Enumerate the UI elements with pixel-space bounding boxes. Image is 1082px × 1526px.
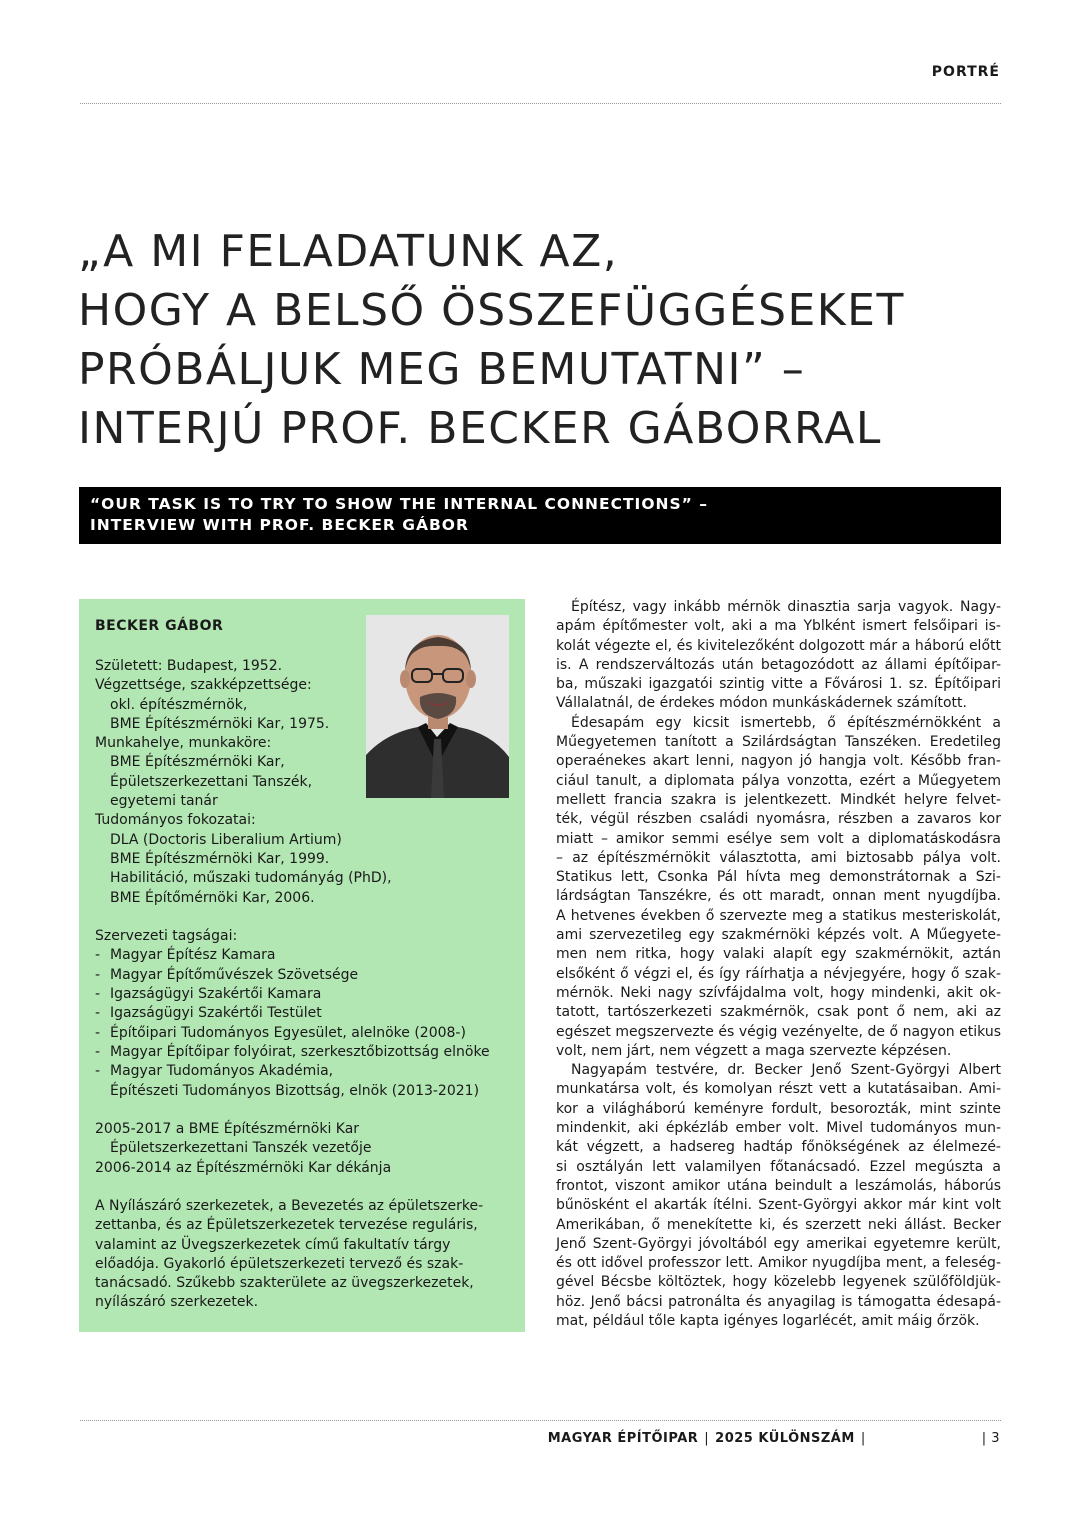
article-line: höz. Jenő bácsi patronálta és anyagilag is támogatta édesapá- [556,1293,1001,1310]
bio-line: BME Építészmérnöki Kar, 1999. [110,850,330,867]
bio-line: egyetemi tanár [110,793,218,810]
bio-line: BME Építészmérnöki Kar, [110,754,285,771]
bio-para-line: zettanba, és az Épületszerkezetek tervezése reguláris, [95,1217,478,1234]
bottom-divider [80,1420,1001,1421]
english-subtitle-bar [79,487,1001,544]
article-line: ték, végül részben családi nyomásra, részben a zavaros kor [556,811,1001,828]
bio-para-line: tanácsadó. Szűkebb szakterülete az üvegszerkezetek, [95,1275,474,1292]
bio-line: BME Építészmérnöki Kar, 1975. [110,715,330,732]
bio-line: Tudományos fokozatai: [95,812,256,829]
bio-details [95,657,520,1178]
bio-line: Habilitáció, műszaki tudományág (PhD), [110,870,392,887]
subtitle-line: “OUR TASK IS TO TRY TO SHOW THE INTERNAL CONNECTIONS” – [90,495,708,513]
article-line: bűnösként el akarták ítélni. Szent-Györgyi akkor már kint volt [556,1197,1001,1214]
article-line: kát végzett, a hadsereg hadtáp főnökségének az élelmezé- [556,1139,1001,1156]
article-line: lárdságtan Tanszékre, és ott maradt, onnan ment nyugdíjba. [556,888,1001,905]
article-line: Vállalatnál, de érdekes módon munkáskádernek számított. [556,695,967,712]
membership-item: - Magyar Építész Kamara [95,946,520,965]
article-line: munkatársa volt, és komolyan részt vett a kutatásaiban. Ami- [556,1081,1001,1098]
article-line: ba, műszaki igazgatói szintig vitte a Fővárosi 1. sz. Építőipari [556,676,1001,693]
bio-spacer [95,908,520,927]
article-line: miatt – amikor semmi esélye sem volt a diplomatáskodásra [556,830,1001,847]
bio-line: Munkahelye, munkaköre: [95,735,272,752]
bio-para-line: A Nyílászáró szerkezetek, a Bevezetés az épületszerke- [95,1198,484,1214]
subtitle-line: INTERVIEW WITH PROF. BECKER GÁBOR [90,516,469,534]
article-line: ciául tanult, a diplomata pálya vonzotta, ezért a Műegyetem [556,772,1001,789]
article-line: men nem ritka, hogy valaki alapít egy szakmérnökit, aztán [556,946,1001,963]
page-number: | 3 [981,1431,1000,1446]
bio-para-line: valamint az Üvegszerkezetek című fakultatív tárgy [95,1236,451,1253]
membership-item: - Igazságügyi Szakértői Testület [95,1004,520,1023]
article-line: mellett francia szakra is jelentkezett. Mindkét helyre felvet- [556,791,1001,808]
bio-line: 2005-2017 a BME Építészmérnöki Kar [95,1121,360,1138]
article-line: si osztályán lett valamilyen főtanácsadó. Ezzel megúszta a [556,1158,1001,1175]
article-line: tatott, tartószerkezeti szakmérnök, csak pont ő nem, aki az [556,1004,1001,1021]
membership-item: - Magyar Tudományos Akadémia, [95,1062,520,1081]
article-line: ami szervezetileg egy szakmérnöki képzés volt. A Műegyete- [556,927,1001,944]
article-line: Amerikában, ő menekítette ki, és szerzett neki állást. Becker [556,1216,1001,1233]
article-line: és ott idővel professzor lett. Amikor nyugdíjba ment, a feleség- [556,1255,1001,1272]
article-line: – az építészmérnökit választotta, ami biztosabb pálya volt. [556,849,1001,866]
article-line: apám építőmester volt, aki a ma Yblként ismert felsőipari is- [556,618,1001,635]
footer-separator: | [704,1431,710,1446]
article-line: Nagyapám testvére, dr. Becker Jenő Szent-Györgyi Albert [571,1062,1001,1079]
headline-line: PRÓBÁLJUK MEG BEMUTATNI” – [78,344,806,395]
bio-line: Épületszerkezettani Tanszék vezetője [110,1140,372,1157]
bio-line: BME Építőmérnöki Kar, 2006. [110,889,315,906]
bio-line: Szervezeti tagságai: [95,928,238,945]
footer-separator: | [860,1431,866,1446]
article-line: gével Bécsbe költöztek, hogy közelebb legyenek szülőföldjük- [556,1274,1001,1291]
headline-line: HOGY A BELSŐ ÖSSZEFÜGGÉSEKET [78,285,905,336]
article-line: mérnök. Neki nagy szívfájdalma volt, hogy mindenki, akit ok- [556,984,1001,1001]
membership-item: - Magyar Építőipar folyóirat, szerkesztőbizottság elnöke [95,1043,520,1062]
bio-para-line: nyílászáró szerkezetek. [95,1294,259,1311]
page-footer [548,1431,1000,1446]
bio-para-line: előadója. Gyakorló épületszerkezeti tervező és szak- [95,1255,464,1272]
article-line: kolát végezte el, és kivitelezőként dolgozott már a háború előtt [556,637,1001,654]
bio-line: 2006-2014 az Építészmérnöki Kar dékánja [95,1159,392,1176]
article-line: egészet megszervezte és végig vezényelte, de ő nagyon etikus [556,1023,1001,1040]
membership-item: - Magyar Építőművészek Szövetsége [95,966,520,985]
bio-line: Született: Budapest, 1952. [95,658,283,674]
article-line: A hetvenes években ő szervezte meg a statikus mesteriskolát, [556,907,1001,924]
article-line: operaénekes akart lenni, nagyon jó hangja volt. Később fran- [556,753,1001,770]
bio-box [79,599,525,1332]
top-divider [80,103,1001,104]
bio-line: DLA (Doctoris Liberalium Artium) [110,831,342,848]
article-line: mat, például tőle kapta igényes logarlécét, amit máig őrzök. [556,1312,980,1329]
article-line: is. A rendszerváltozás után betagozódott az állami építőipar- [556,656,1001,673]
article-line: Építész, vagy inkább mérnök dinasztia sarja vagyok. Nagy- [571,599,1001,615]
bio-line: okl. építészmérnök, [110,696,248,713]
membership-item: - Építőipari Tudományos Egyesület, alelnöke (2008-) [95,1024,520,1043]
headline-line: „A MI FELADATUNK AZ, [78,226,619,277]
article-line: elsőként ő végzi el, és így ráírhatja a névjegyére, hogy ő szak- [556,965,1001,982]
article-headline [78,222,1018,458]
article-line: mindenkit, aki épkézláb ember volt. Mivel tudományos mun- [556,1120,1001,1137]
bio-spacer [95,1101,520,1120]
article-line: Édesapám egy kicsit ismertebb, ő építészmérnökként a [571,714,1001,731]
section-label: PORTRÉ [931,64,1000,80]
article-line: Statikus lett, Csonka Pál hívta meg demonstrátornak a Szi- [556,869,1001,886]
magazine-name: MAGYAR ÉPÍTŐIPAR [547,1431,699,1446]
bio-paragraph [95,1197,513,1313]
membership-item: - Igazságügyi Szakértői Kamara [95,985,520,1004]
bio-line: Építészeti Tudományos Bizottság, elnök (2013-2021) [110,1082,480,1099]
article-line: Jenő Szent-Györgyi jóvoltából egy amerikai egyetemre került, [556,1235,1001,1252]
article-line: volt, nem járt, nem végzett a maga szervezte képzésen. [556,1042,952,1059]
bio-name: BECKER GÁBOR [95,618,224,634]
article-body [556,598,1001,1331]
bio-line: Épületszerkezettani Tanszék, [110,773,313,790]
article-line: frontot, viszont amikor utána beindult a leszámolás, háborús [556,1177,1001,1194]
article-line: kor a világháború keményre fordult, besorozták, mint szinte [556,1100,1001,1117]
article-line: Műegyetemen tanított a Szilárdságtan Tanszéken. Eredetileg [556,734,1001,751]
headline-line: INTERJÚ PROF. BECKER GÁBORRAL [78,403,882,454]
bio-line: Végzettsége, szakképzettsége: [95,677,312,694]
issue-name: 2025 KÜLÖNSZÁM [715,1431,855,1446]
